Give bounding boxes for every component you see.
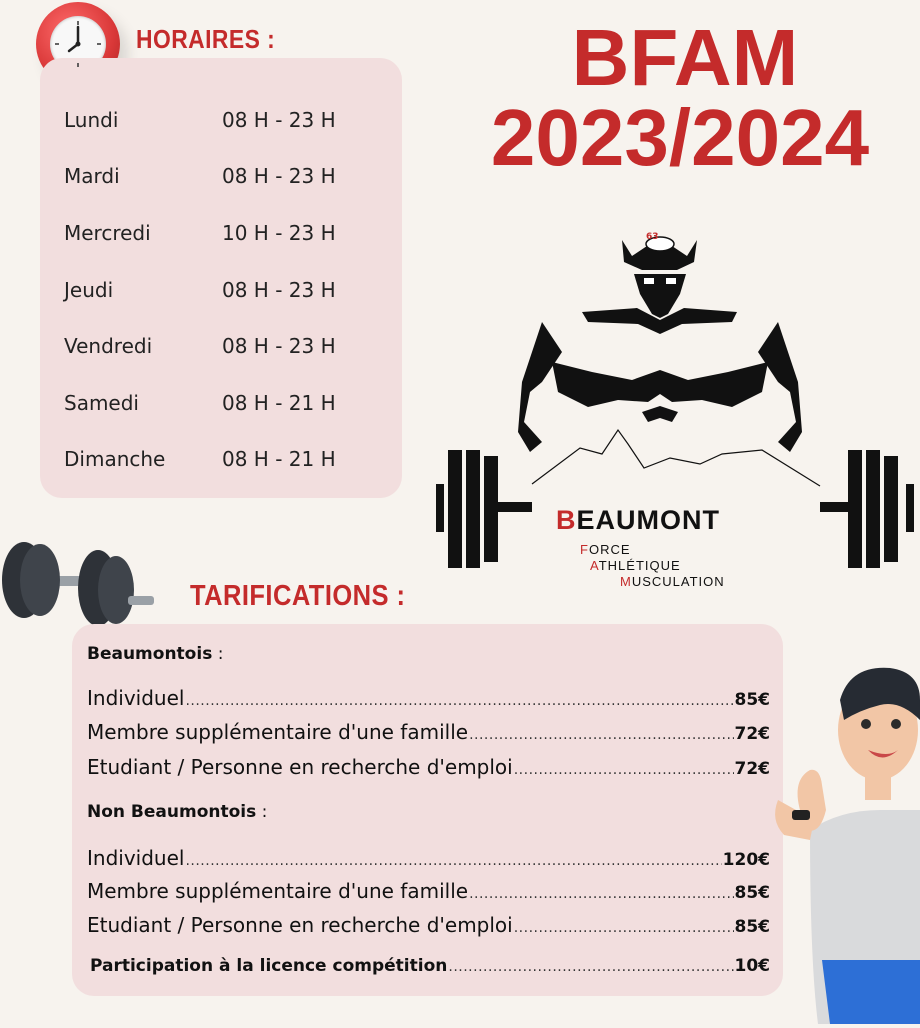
dumbbell-icon (0, 536, 160, 636)
logo-tagline-rest: USCULATION (631, 574, 725, 589)
hours-day: Lundi (64, 108, 119, 132)
dot-leader (448, 959, 733, 975)
price-label: Individuel (87, 686, 185, 710)
hours-day: Vendredi (64, 334, 153, 358)
dot-leader (514, 762, 734, 778)
price-row (87, 846, 770, 870)
hours-card (40, 58, 402, 498)
logo-tagline-initial: M (620, 574, 632, 589)
price-label: Membre supplémentaire d'une famille (87, 720, 469, 744)
price-row-licence (90, 956, 770, 976)
group-label-text: Beaumontois (87, 644, 213, 664)
group-label-beaumontois (87, 644, 223, 664)
hours-day: Samedi (64, 391, 139, 415)
hours-day: Mardi (64, 164, 120, 188)
price-label: Membre supplémentaire d'une famille (87, 879, 469, 903)
hours-day: Mercredi (64, 221, 151, 245)
hours-time: 10 H - 23 H (222, 221, 336, 245)
logo-tagline (580, 542, 725, 590)
logo-name-initial: B (556, 505, 577, 535)
logo-tagline-rest: ORCE (588, 542, 631, 557)
hours-time: 08 H - 23 H (222, 334, 336, 358)
group-label-colon: : (256, 802, 268, 822)
price-row (87, 686, 770, 710)
logo-name-rest: EAUMONT (576, 505, 720, 535)
price-label: Etudiant / Personne en recherche d'emploi (87, 755, 513, 779)
price-value: 72€ (734, 759, 770, 779)
group-label-non-beaumontois (87, 802, 267, 822)
group-label-text: Non Beaumontois (87, 802, 257, 822)
hours-time: 08 H - 23 H (222, 108, 336, 132)
price-value: 120€ (722, 850, 770, 870)
logo-tagline-rest: THLÉTIQUE (598, 558, 681, 573)
logo-tagline-initial: A (590, 558, 599, 573)
price-value: 85€ (734, 917, 770, 937)
price-value: 72€ (734, 724, 770, 744)
price-value: 85€ (734, 690, 770, 710)
price-value: 85€ (734, 883, 770, 903)
logo-tagline-initial: F (580, 542, 589, 557)
logo-badge-number: 63 (646, 232, 659, 242)
hours-day: Jeudi (64, 278, 114, 302)
price-row (87, 913, 770, 937)
club-logo (432, 222, 920, 594)
dot-leader (469, 886, 733, 902)
price-label: Participation à la licence compétition (90, 956, 448, 976)
page-title: BFAM (571, 13, 799, 102)
hours-time: 08 H - 23 H (222, 164, 336, 188)
dot-leader (185, 693, 733, 709)
hours-title: HORAIRES : (136, 24, 276, 54)
pricing-card (72, 624, 783, 996)
price-label: Individuel (87, 846, 185, 870)
price-row (87, 879, 770, 903)
dot-leader (469, 727, 733, 743)
thumbs-up-character-icon (770, 660, 920, 1024)
dot-leader (514, 920, 734, 936)
hours-day: Dimanche (64, 447, 166, 471)
group-label-colon: : (212, 644, 224, 664)
logo-name (556, 505, 720, 536)
page-subtitle-season: 2023/2024 (490, 93, 870, 182)
hours-time: 08 H - 23 H (222, 278, 336, 302)
price-row (87, 720, 770, 744)
price-value: 10€ (734, 956, 770, 976)
price-label: Etudiant / Personne en recherche d'emploi (87, 913, 513, 937)
hours-time: 08 H - 21 H (222, 447, 336, 471)
hours-time: 08 H - 21 H (222, 391, 336, 415)
pricing-title: TARIFICATIONS : (190, 580, 406, 612)
weightlifter-icon (432, 222, 920, 594)
price-row (87, 755, 770, 779)
dot-leader (185, 853, 721, 869)
